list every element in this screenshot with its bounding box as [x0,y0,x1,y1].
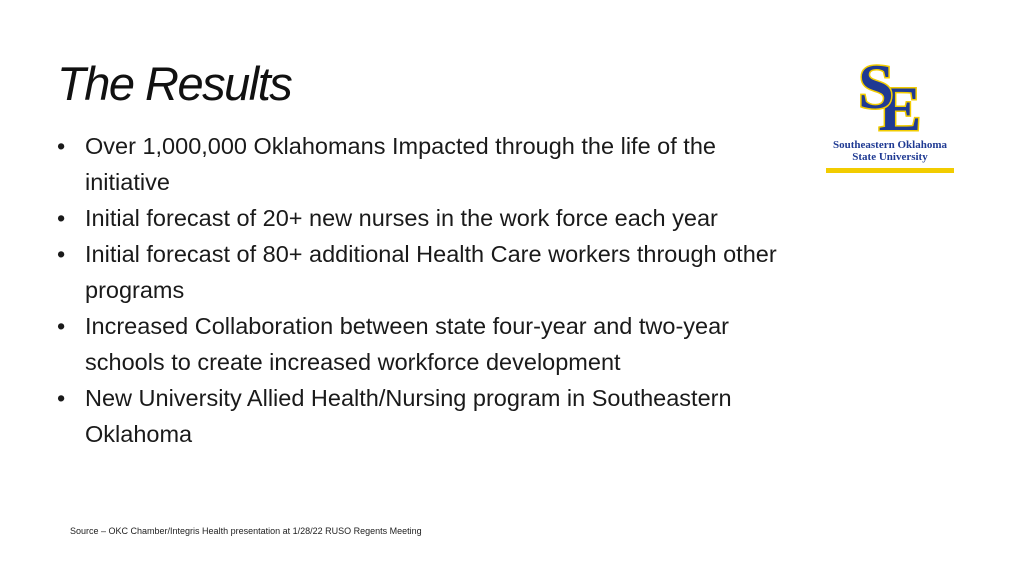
logo-name-line1: Southeastern Oklahoma [833,139,947,151]
logo-underline [826,168,954,173]
university-logo [822,50,958,176]
bullet-item [55,380,800,452]
bullet-dot: • [57,313,66,339]
logo-wordmark [822,139,958,163]
bullet-dot: • [57,133,66,159]
bullet-dot: • [57,385,66,411]
logo-letter-s: S [858,51,894,122]
bullet-text: Initial forecast of 20+ new nurses in the work force each year [85,205,718,231]
slide-title: The Results [57,57,292,110]
bullet-text: New University Allied Health/Nursing program in Southeastern Oklahoma [85,385,732,447]
bullet-text: Over 1,000,000 Oklahomans Impacted through the life of the initiative [85,133,716,195]
bullet-list [55,128,800,452]
se-monogram-icon [840,50,940,134]
bullet-item [55,200,800,236]
logo-letter-e: E [878,73,922,134]
bullet-text: Increased Collaboration between state four-year and two-year schools to create increased workforce development [85,313,730,375]
bullet-item [55,308,800,380]
bullet-item [55,128,800,200]
bullet-dot: • [57,241,66,267]
bullet-text: Initial forecast of 80+ additional Health Care workers through other programs [85,241,777,303]
bullet-item [55,236,800,308]
bullet-dot: • [57,205,66,231]
source-citation: Source – OKC Chamber/Integris Health presentation at 1/28/22 RUSO Regents Meeting [70,526,422,536]
logo-name-line2: State University [852,151,928,163]
